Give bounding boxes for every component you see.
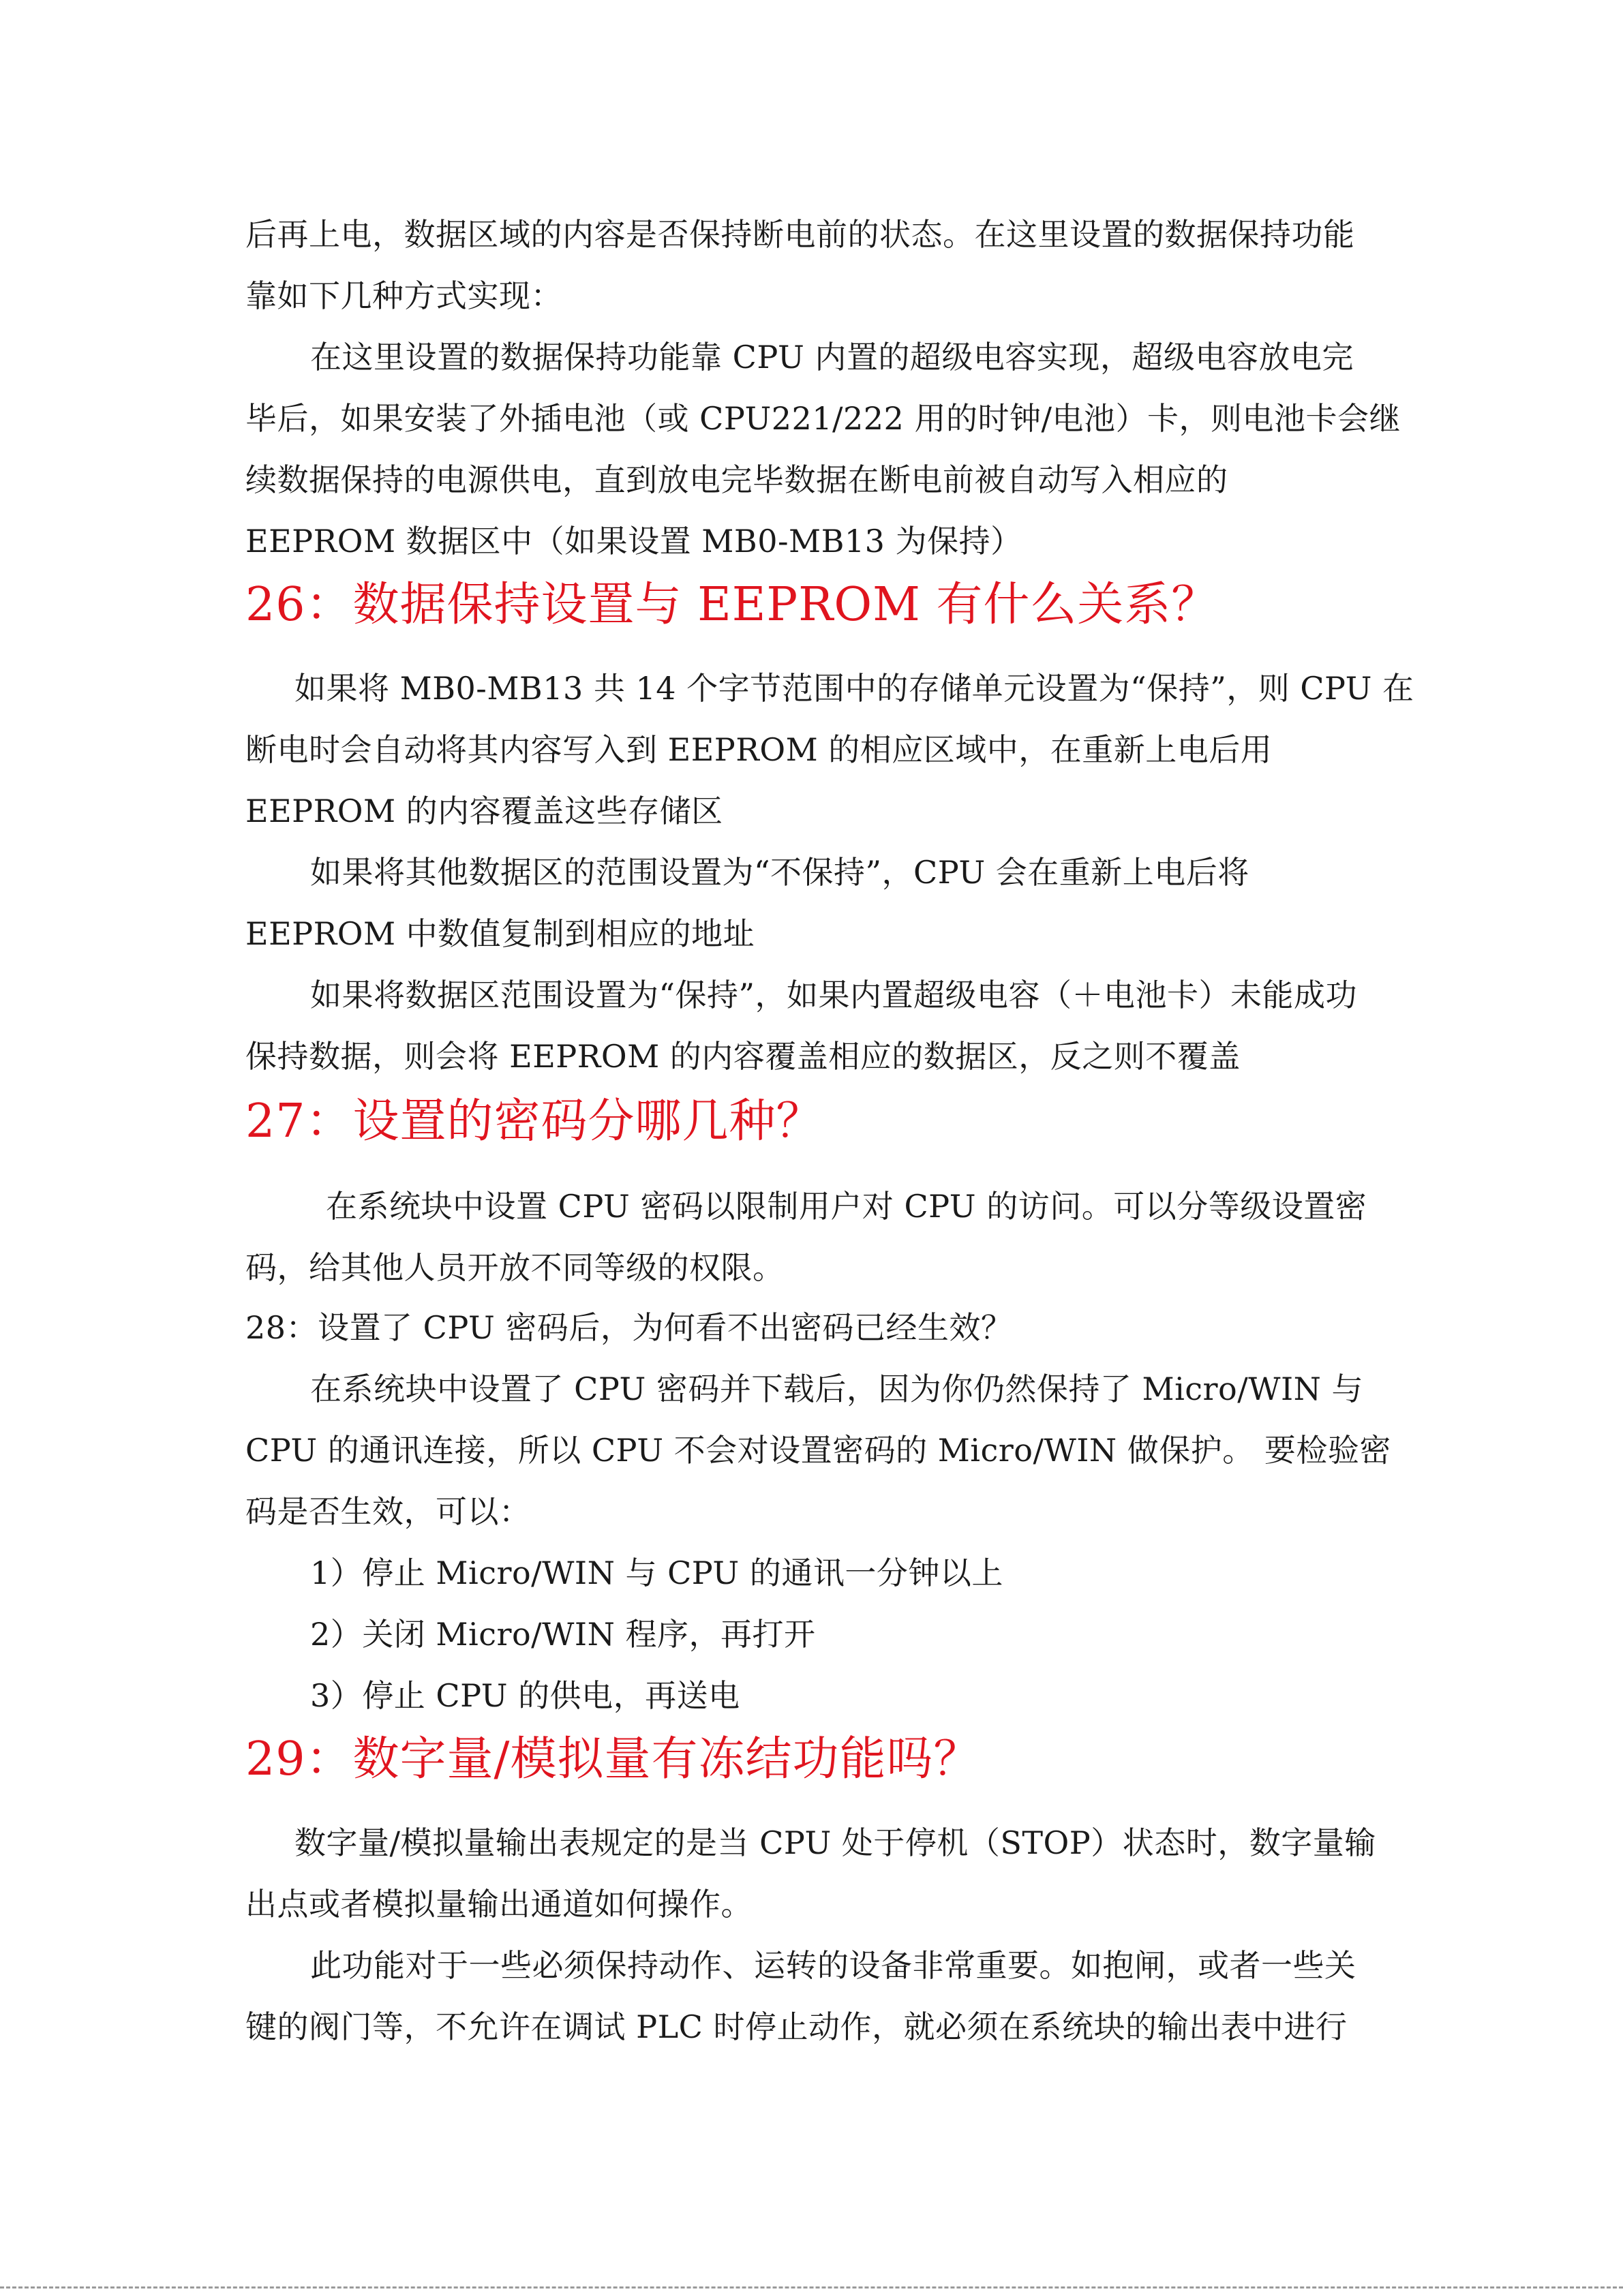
paragraph-line: 码，给其他人员开放不同等级的权限。 [245,1249,785,1286]
section-heading-29: 29：数字量/模拟量有冻结功能吗？ [245,1732,981,1786]
paragraph-line: 如果将 MB0-MB13 共 14 个字节范围中的存储单元设置为“保持”，则 CPU 在 [294,670,1414,707]
paragraph-line: 靠如下几种方式实现： [245,277,562,314]
paragraph-line: 断电时会自动将其内容写入到 EEPROM 的相应区域中，在重新上电后用 [245,731,1273,768]
paragraph-line: 后再上电，数据区域的内容是否保持断电前的状态。在这里设置的数据保持功能 [245,216,1355,253]
section-heading-26: 26：数据保持设置与 EEPROM 有什么关系？ [245,578,1219,632]
paragraph-line: 在系统块中设置了 CPU 密码并下载后，因为你仍然保持了 Micro/WIN 与 [310,1371,1364,1407]
paragraph-line: 在系统块中设置 CPU 密码以限制用户对 CPU 的访问。可以分等级设置密 [326,1188,1367,1225]
paragraph-line: 毕后，如果安装了外插电池（或 CPU221/222 用的时钟/电池）卡，则电池卡会继 [245,400,1401,437]
paragraph-line: 数字量/模拟量输出表规定的是当 CPU 处于停机（STOP）状态时，数字量输 [294,1824,1376,1861]
section-heading-27: 27：设置的密码分哪几种？ [245,1095,823,1148]
paragraph-line: 出点或者模拟量输出通道如何操作。 [245,1886,753,1923]
paragraph-line: 在这里设置的数据保持功能靠 CPU 内置的超级电容实现，超级电容放电完 [310,339,1354,376]
paragraph-line: 续数据保持的电源供电，直到放电完毕数据在断电前被自动写入相应的 [245,461,1228,498]
list-item: 2）关闭 Micro/WIN 程序，再打开 [310,1616,816,1653]
list-item: 1）停止 Micro/WIN 与 CPU 的通讯一分钟以上 [310,1555,1003,1591]
paragraph-line: CPU 的通讯连接，所以 CPU 不会对设置密码的 Micro/WIN 做保护。 要检验密 [245,1432,1391,1469]
paragraph-line: 如果将数据区范围设置为“保持”，如果内置超级电容（＋电池卡）未能成功 [310,977,1358,1013]
paragraph-line: EEPROM 的内容覆盖这些存储区 [245,793,723,829]
section-heading-28: 28：设置了 CPU 密码后，为何看不出密码已经生效？ [245,1309,1013,1346]
paragraph-line: 码是否生效，可以： [245,1493,531,1530]
paragraph-line: 如果将其他数据区的范围设置为“不保持”，CPU 会在重新上电后将 [310,854,1249,891]
page-bottom-divider [0,2286,1623,2289]
list-item: 3）停止 CPU 的供电，再送电 [310,1677,740,1714]
paragraph-line: EEPROM 数据区中（如果设置 MB0-MB13 为保持） [245,523,1022,560]
paragraph-line: 此功能对于一些必须保持动作、运转的设备非常重要。如抱闸，或者一些关 [310,1947,1356,1984]
paragraph-line: 键的阀门等，不允许在调试 PLC 时停止动作，就必须在系统块的输出表中进行 [245,2008,1348,2045]
paragraph-line: 保持数据，则会将 EEPROM 的内容覆盖相应的数据区，反之则不覆盖 [245,1038,1241,1075]
paragraph-line: EEPROM 中数值复制到相应的地址 [245,915,755,952]
